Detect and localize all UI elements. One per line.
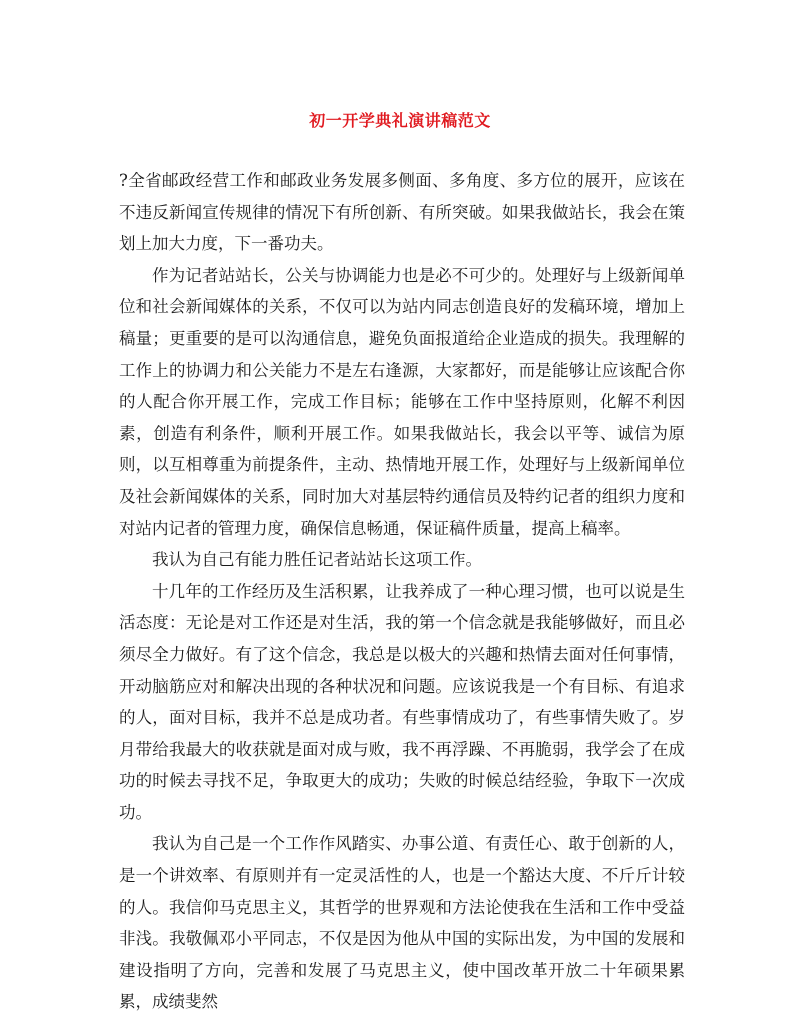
paragraph-1: ?全省邮政经营工作和邮政业务发展多侧面、多角度、多方位的展开，应该在不违反新闻宣传规律的情况下有所创新、有所突破。如果我做站长，我会在策划上加大力度，下一番功夫。: [119, 171, 685, 254]
document-body: [119, 165, 685, 1018]
paragraph-3: 我认为自己有能力胜任记者站站长这项工作。: [152, 550, 482, 570]
paragraph-2: 作为记者站站长，公关与协调能力也是必不可少的。处理好与上级新闻单位和社会新闻媒体的关系，不仅可以为站内同志创造良好的发稿环境，增加上稿量；更重要的是可以沟通信息，避免负面报道给企业造成的损失。我理解的工作上的协调力和公关能力不是左右逢源，大家都好，而是能够让应该配合你的人配合你开展工作，完成工作目标；能够在工作中坚持原则，化解不利因素，创造有利条件，顺利开展工作。如果我做站长，我会以平等、诚信为原则，以互相尊重为前提条件，主动、热情地开展工作，处理好与上级新闻单位及社会新闻媒体的关系，同时加大对基层特约通信员及特约记者的组织力度和对站内记者的管理力度，确保信息畅通，保证稿件质量，提高上稿率。: [119, 265, 685, 538]
paragraph-4: 十几年的工作经历及生活积累，让我养成了一种心理习惯，也可以说是生活态度：无论是对工作还是对生活，我的第一个信念就是我能够做好，而且必须尽全力做好。有了这个信念，我总是以极大的兴趣和热情去面对任何事情，开动脑筋应对和解决出现的各种状况和问题。应该说我是一个有目标、有追求的人，面对目标，我并不总是成功者。有些事情成功了，有些事情失败了。岁月带给我最大的收获就是面对成与败，我不再浮躁、不再脆弱，我学会了在成功的时候去寻找不足，争取更大的成功；失败的时候总结经验，争取下一次成功。: [119, 581, 685, 822]
paragraph-5: 我认为自己是一个工作作风踏实、办事公道、有责任心、敢于创新的人，是一个讲效率、有原则并有一定灵活性的人，也是一个豁达大度、不斤斤计较的人。我信仰马克思主义，其哲学的世界观和方法论使我在生活和工作中受益非浅。我敬佩邓小平同志，不仅是因为他从中国的实际出发，为中国的发展和建设指明了方向，完善和发展了马克思主义，使中国改革开放二十年硕果累累，成绩斐然: [119, 834, 685, 1012]
document-title: 初一开学典礼演讲稿范文: [309, 111, 491, 130]
